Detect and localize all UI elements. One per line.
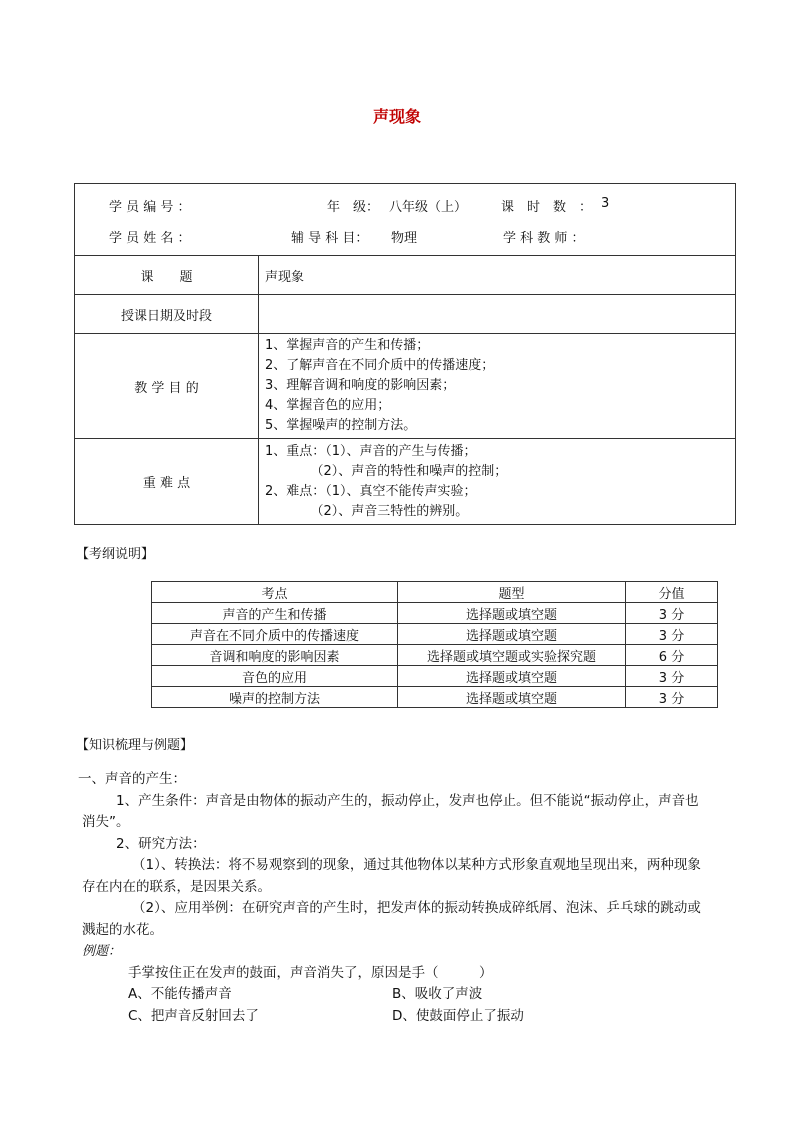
difficulty-label: 重 难 点 [75, 439, 259, 525]
grade-label: 年 级： [327, 200, 380, 215]
paragraph: （2）、应用举例：在研究声音的产生时，把发声体的振动转换成碎纸屑、泡沫、乒乓球的跳动或溅起的水花。 [82, 900, 701, 938]
table-cell: 选择题或填空题 [398, 624, 626, 645]
table-cell: 3 分 [626, 666, 718, 687]
goal-item: 5、掌握噪声的控制方法。 [265, 418, 417, 433]
page-title: 声现象 [372, 107, 421, 126]
table-cell: 选择题或填空题或实验探究题 [398, 645, 626, 666]
option-c: C、把声音反射回去了 [128, 1007, 259, 1024]
goals-label: 教 学 目 的 [75, 334, 259, 439]
table-cell: 音调和响度的影响因素 [152, 645, 398, 666]
options-row [82, 984, 712, 1006]
student-name-label: 学 员 姓 名 ： [109, 231, 191, 246]
topic-value: 声现象 [259, 256, 736, 295]
difficulty-item: （2）、声音的特性和噪声的控制； [265, 463, 508, 479]
table-row [152, 687, 718, 708]
goal-item: 2、了解声音在不同介质中的传播速度； [265, 358, 495, 373]
table-cell: 声音在不同介质中的传播速度 [152, 624, 398, 645]
difficulty-list [259, 439, 736, 525]
grade-value: 八年级（上） [389, 200, 468, 215]
difficulty-item: 2、难点：（1）、真空不能传声实验； [265, 483, 477, 499]
date-value [259, 295, 736, 334]
exam-header-cell: 分值 [626, 582, 718, 603]
exam-table-header [152, 582, 718, 603]
difficulty-item: （2）、声音三特性的辨别。 [265, 503, 469, 519]
table-cell: 噪声的控制方法 [152, 687, 398, 708]
table-row [152, 624, 718, 645]
table-row [152, 666, 718, 687]
exam-header-cell: 题型 [398, 582, 626, 603]
table-cell: 音色的应用 [152, 666, 398, 687]
topic-label: 课 题 [75, 256, 259, 295]
exam-section-title: 【考纲说明】 [76, 547, 155, 562]
subject-label: 辅 导 科 目： [291, 231, 369, 246]
knowledge-section-title: 【知识梳理与例题】 [76, 738, 194, 753]
subject-value: 物理 [391, 231, 418, 246]
paragraph: （1）、转换法：将不易观察到的现象，通过其他物体以某种方式形象直观地呈现出来，两种现象存在内在的联系，是因果关系。 [82, 857, 701, 895]
option-a: A、不能传播声音 [128, 986, 232, 1002]
goal-item: 3、理解音调和响度的影响因素； [265, 378, 456, 393]
question-text: 手掌按住正在发声的鼓面，声音消失了，原因是手（ ） [128, 964, 493, 981]
table-cell: 3 分 [626, 624, 718, 645]
exam-header-cell: 考点 [152, 582, 398, 603]
option-d: D、使鼓面停止了振动 [392, 1007, 524, 1024]
option-b: B、吸收了声波 [392, 986, 483, 1002]
table-cell: 3 分 [626, 603, 718, 624]
example-label: 例题： [82, 944, 122, 959]
table-cell: 选择题或填空题 [398, 687, 626, 708]
header-cell [75, 184, 736, 256]
table-row [152, 645, 718, 666]
lesson-info-table [74, 183, 736, 525]
exam-table [151, 581, 718, 708]
table-cell: 选择题或填空题 [398, 666, 626, 687]
goal-item: 4、掌握音色的应用； [265, 398, 391, 413]
paragraph: 1、产生条件：声音是由物体的振动产生的，振动停止，发声也停止。但不能说“振动停止，声音也消失”。 [82, 792, 699, 830]
student-id-label: 学 员 编 号 ： [109, 200, 191, 215]
table-cell: 声音的产生和传播 [152, 603, 398, 624]
difficulty-item: 1、重点：（1）、声音的产生与传播； [265, 443, 477, 459]
paragraph: 2、研究方法： [116, 835, 206, 852]
goal-item: 1、掌握声音的产生和传播； [265, 338, 430, 353]
options-row [82, 1006, 712, 1028]
table-cell: 6 分 [626, 645, 718, 666]
goals-list [259, 334, 736, 439]
table-cell: 3 分 [626, 687, 718, 708]
teacher-label: 学 科 教 师 ： [503, 231, 585, 246]
date-label: 授课日期及时段 [75, 295, 259, 334]
section-heading: 一、声音的产生： [78, 771, 186, 787]
hours-label: 课 时 数 ： [501, 200, 593, 215]
hours-value: 3 [601, 196, 610, 211]
table-cell: 选择题或填空题 [398, 603, 626, 624]
knowledge-content [78, 769, 712, 1027]
table-row [152, 603, 718, 624]
